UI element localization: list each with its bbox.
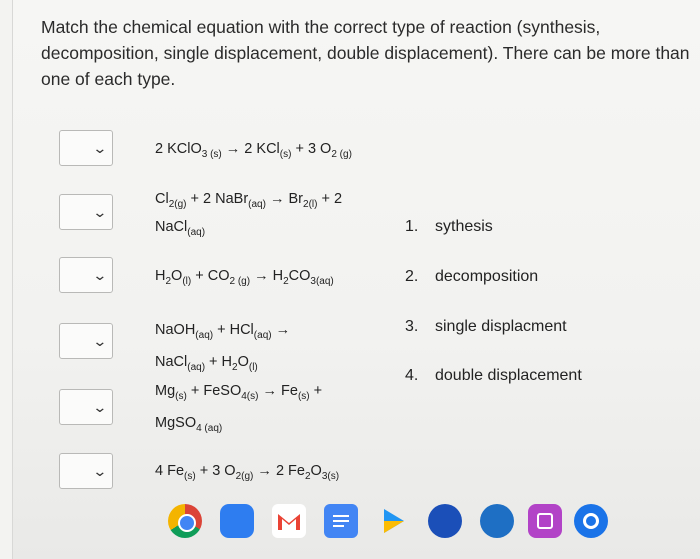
calendar-icon[interactable] bbox=[220, 504, 254, 538]
docs-icon[interactable] bbox=[324, 504, 358, 538]
answer-option-3: 3. single displacment bbox=[405, 318, 567, 335]
equation-2: $Cl_{2(g)} + 2$ NaBr$_{(aq)}$ → $Br_{2(l)} + 2$ NaCl$_{(aq)}$ bbox=[155, 191, 343, 238]
gmail-icon[interactable] bbox=[272, 504, 306, 538]
equation-5: $Mg_{(s)}$ + FeSO$_{4(s)}$ → $Fe_{(s)}$ + MgSO$_{4 (aq)}$ bbox=[155, 383, 323, 434]
equation-3: $H_2O_{(l)} + CO_{2 (g)} \to H_2CO_{3(aq)}$ bbox=[155, 268, 334, 287]
answer-option-1: 1. sythesis bbox=[405, 218, 493, 235]
answer-select-6[interactable] bbox=[59, 453, 113, 489]
answer-select-1[interactable] bbox=[59, 130, 113, 166]
answer-option-2: 2. decomposition bbox=[405, 268, 539, 285]
photos-icon[interactable] bbox=[528, 504, 562, 538]
equation-1: 2 KClO$_{3 (s)}$ → 2 KCl$_{(s)}$ + 3 $O_{2 (g)}$ bbox=[155, 141, 352, 160]
chrome-icon[interactable] bbox=[168, 504, 202, 538]
screen bbox=[12, 0, 700, 559]
question-text: Match the chemical equation with the correct type of reaction (synthesis, decomposition, single displacement, double displacement). There can be more than one of each type. bbox=[41, 17, 690, 89]
chevron-down-icon: ⌄ bbox=[92, 267, 108, 283]
answer-select-5[interactable] bbox=[59, 389, 113, 425]
settings-icon[interactable] bbox=[574, 504, 608, 538]
app-icon[interactable] bbox=[428, 504, 462, 538]
chevron-down-icon: ⌄ bbox=[92, 333, 108, 349]
answer-select-4[interactable] bbox=[59, 323, 113, 359]
chevron-down-icon: ⌄ bbox=[92, 399, 108, 415]
app-icon[interactable] bbox=[480, 504, 514, 538]
chevron-down-icon: ⌄ bbox=[92, 463, 108, 479]
chevron-down-icon: ⌄ bbox=[92, 140, 108, 156]
equation-4: NaOH$_{(aq)}$ + HCl$_{(aq)}$ → NaCl$_{(aq)}$ + $H_2O_{(l)}$ bbox=[155, 322, 291, 373]
chevron-down-icon: ⌄ bbox=[92, 204, 108, 220]
answer-option-4: 4. double displacement bbox=[405, 367, 582, 384]
answer-select-2[interactable] bbox=[59, 194, 113, 230]
equation-6: 4 $Fe_{(s)} + 3$ $O_{2(g)} \to 2$ $Fe_2O_{3(s)}$ bbox=[155, 463, 340, 482]
play-store-icon[interactable] bbox=[376, 504, 410, 538]
answer-select-3[interactable] bbox=[59, 257, 113, 293]
app-shelf bbox=[0, 500, 700, 544]
